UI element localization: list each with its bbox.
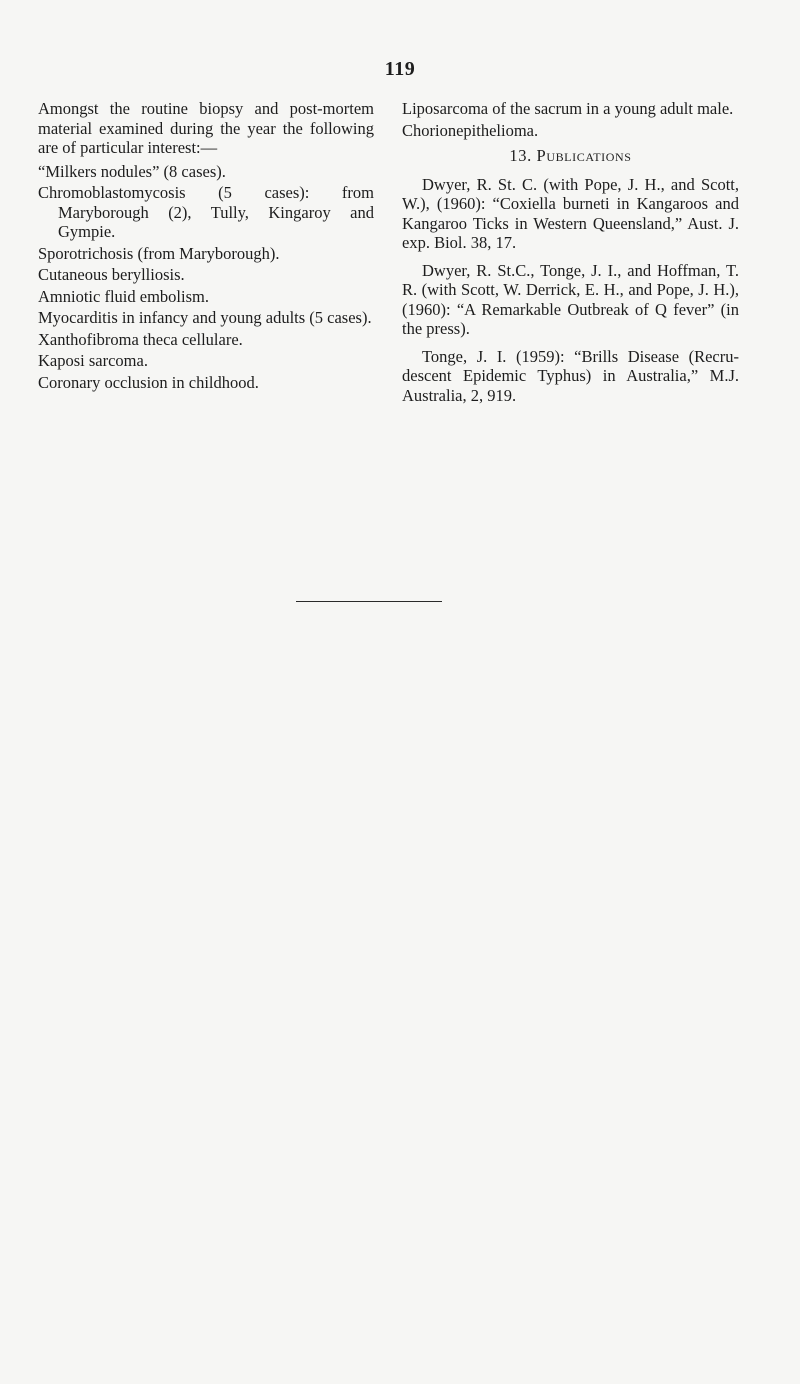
list-item: Chromoblastomycosis (5 cases): from Maryborough (2), Tully, Kingaroy and Gympie. bbox=[38, 183, 374, 241]
list-item: Liposarcoma of the sacrum in a young adult male. bbox=[402, 99, 734, 118]
case-list-continued bbox=[402, 99, 739, 140]
reference-entry: Dwyer, R. St.C., Tonge, J. I., and Hoffman, T. R. (with Scott, W. Derrick, E. H., and Pope, J. H.), (1960): “A Remarkable Outbreak of Q fever” (in the press). bbox=[402, 260, 739, 338]
list-item: Coronary occlusion in childhood. bbox=[38, 372, 259, 392]
list-item: Amniotic fluid embolism. bbox=[38, 286, 209, 306]
case-list bbox=[38, 162, 374, 393]
section-heading: 13. Publications bbox=[509, 146, 632, 165]
list-item: “Milkers nodules” (8 cases). bbox=[38, 161, 226, 181]
list-item: Sporotrichosis (from Maryborough). bbox=[38, 243, 280, 263]
reference-entry: Dwyer, R. St. C. (with Pope, J. H., and Scott, W.), (1960): “Coxiella burneti in Kangaroos and Kangaroo Ticks in Western Queensland,” Aust. J. exp. Biol. 38, 17. bbox=[402, 174, 739, 252]
list-item: Myocarditis in infancy and young adults (5 cases). bbox=[38, 308, 372, 327]
list-item: Kaposi sarcoma. bbox=[38, 351, 148, 370]
page-number: 119 bbox=[384, 58, 416, 80]
list-item: Cutaneous berylliosis. bbox=[38, 265, 185, 284]
list-item: Xanthofibroma theca cellulare. bbox=[38, 329, 243, 349]
reference-entry: Tonge, J. I. (1959): “Brills Disease (Recru-descent Epidemic Typhus) in Australia,” M.J. Australia, 2, 919. bbox=[402, 346, 739, 405]
right-column bbox=[402, 99, 739, 413]
intro-paragraph: Amongst the routine biopsy and post-mortem material examined during the year the following are of particular interest:— bbox=[38, 99, 374, 157]
publications-list bbox=[402, 175, 739, 406]
section-divider-rule bbox=[296, 601, 442, 602]
left-column bbox=[38, 99, 374, 394]
list-item: Chorionepithelioma. bbox=[402, 120, 539, 140]
